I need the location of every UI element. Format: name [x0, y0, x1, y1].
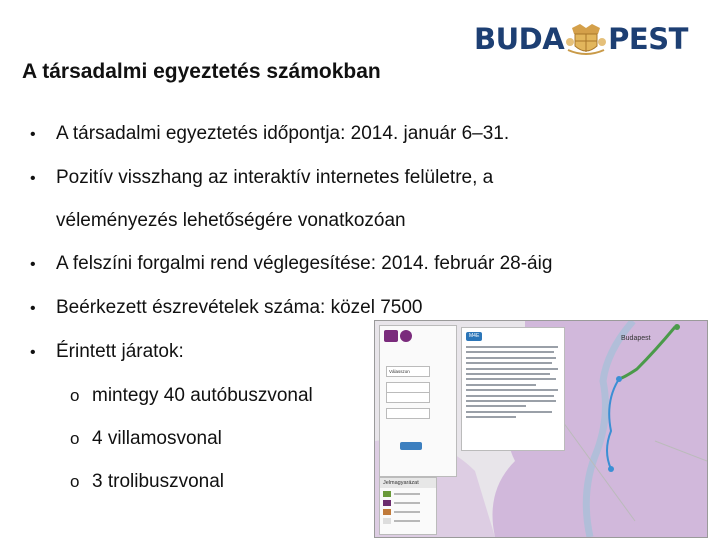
interactive-map-screenshot: [374, 320, 708, 538]
legend-swatch: [383, 509, 391, 515]
bullet-item: [30, 252, 552, 277]
budapest-logo: [474, 20, 690, 58]
bullet-dot-icon: •: [30, 126, 36, 143]
sub-bullet-item: [70, 384, 313, 408]
bullet-text: Beérkezett észrevételek száma: közel 7500: [56, 297, 423, 318]
bullet-dot-icon: •: [30, 170, 36, 187]
legend-title: Jelmagyarázat: [380, 478, 436, 488]
bullet-continuation: véleményezés lehetőségére vonatkozóan: [56, 210, 406, 231]
bullet-item: [30, 166, 493, 191]
route-tag-badge: M4E: [466, 332, 482, 341]
page-title: A társadalmi egyeztetés számokban: [22, 60, 381, 83]
sub-bullet-text: mintegy 40 autóbuszvonal: [92, 385, 313, 406]
bullet-item: [30, 340, 184, 365]
legend-item: [383, 491, 433, 497]
route-field[interactable]: [386, 392, 430, 403]
map-legend: [379, 477, 437, 535]
panel-label: [384, 356, 385, 361]
bullet-text: Érintett járatok:: [56, 341, 184, 362]
info-text-block: [466, 346, 558, 421]
bullet-dot-icon: •: [30, 256, 36, 273]
logo-word-buda: BUDA: [474, 22, 565, 56]
sub-bullet-text: 3 trolibuszvonal: [92, 471, 225, 492]
bkv-logo-icon: [384, 328, 414, 352]
legend-item: [383, 509, 433, 515]
bullet-text: Pozitív visszhang az interaktív internetes felületre, a: [56, 167, 494, 188]
bullet-dot-icon: •: [30, 344, 36, 361]
panel-search-button[interactable]: [400, 442, 422, 450]
map-info-popup: [461, 327, 565, 451]
route-select[interactable]: Válasszon: [386, 366, 430, 377]
sub-bullet-circle-icon: o: [70, 429, 80, 448]
bullet-item: [30, 296, 422, 321]
legend-swatch: [383, 500, 391, 506]
route-field[interactable]: [386, 408, 430, 419]
legend-swatch: [383, 491, 391, 497]
sub-bullet-circle-icon: o: [70, 472, 80, 491]
sub-bullet-circle-icon: o: [70, 386, 80, 405]
sub-bullet-text: 4 villamosvonal: [92, 428, 222, 449]
sub-bullet-item: [70, 427, 222, 451]
bullet-dot-icon: •: [30, 300, 36, 317]
legend-item: [383, 518, 433, 524]
legend-swatch: [383, 518, 391, 524]
bullet-text: A felszíni forgalmi rend véglegesítése: 2014. február 28-áig: [56, 253, 553, 274]
logo-word-pest: PEST: [608, 22, 688, 56]
bullet-text: A társadalmi egyeztetés időpontja: 2014. január 6–31.: [56, 123, 510, 144]
city-crest-icon: [566, 20, 606, 58]
sub-bullet-item: [70, 470, 224, 494]
bullet-item: [30, 122, 509, 147]
map-filter-panel: [379, 325, 457, 477]
map-city-label: Budapest: [621, 335, 651, 342]
legend-item: [383, 500, 433, 506]
